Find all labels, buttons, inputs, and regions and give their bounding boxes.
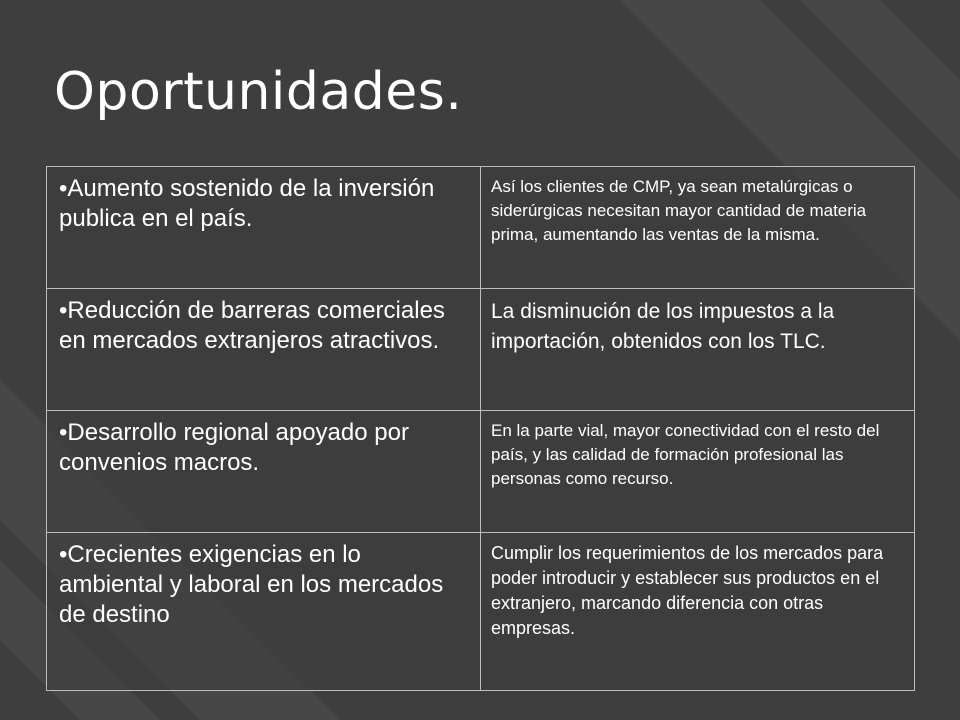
opportunities-table xyxy=(46,166,915,691)
table-row xyxy=(47,289,915,411)
explanation-cell: Así los clientes de CMP, ya sean metalúrgicas o siderúrgicas necesitan mayor cantidad de materia prima, aumentando las ventas de la misma. xyxy=(481,167,915,289)
table-row xyxy=(47,533,915,691)
table-row xyxy=(47,411,915,533)
explanation-cell: En la parte vial, mayor conectividad con el resto del país, y las calidad de formación profesional las personas como recurso. xyxy=(481,411,915,533)
slide-title: Oportunidades. xyxy=(54,62,463,122)
opportunity-cell: •Crecientes exigencias en lo ambiental y laboral en los mercados de destino xyxy=(47,533,481,691)
opportunity-cell: •Desarrollo regional apoyado por convenios macros. xyxy=(47,411,481,533)
table-row xyxy=(47,167,915,289)
explanation-cell: Cumplir los requerimientos de los mercados para poder introducir y establecer sus productos en el extranjero, marcando diferencia con otras empresas. xyxy=(481,533,915,691)
explanation-cell: La disminución de los impuestos a la importación, obtenidos con los TLC. xyxy=(481,289,915,411)
opportunity-cell: •Aumento sostenido de la inversión publica en el país. xyxy=(47,167,481,289)
opportunity-cell: •Reducción de barreras comerciales en mercados extranjeros atractivos. xyxy=(47,289,481,411)
